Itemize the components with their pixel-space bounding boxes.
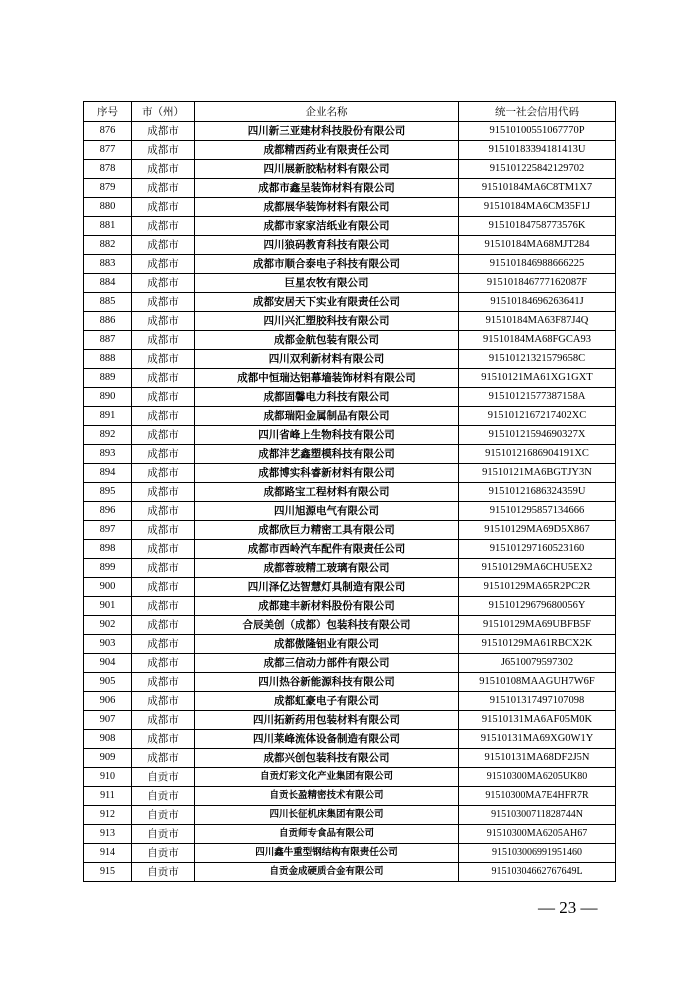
table-row <box>84 274 616 293</box>
table-row <box>84 597 616 616</box>
cell-seq: 888 <box>84 350 132 369</box>
cell-city: 成都市 <box>132 616 195 635</box>
cell-seq: 886 <box>84 312 132 331</box>
cell-company-name: 四川旭源电气有限公司 <box>195 502 459 521</box>
table-row <box>84 673 616 692</box>
cell-seq: 889 <box>84 369 132 388</box>
table-row <box>84 160 616 179</box>
table-row <box>84 407 616 426</box>
table-row <box>84 578 616 597</box>
cell-seq: 879 <box>84 179 132 198</box>
cell-city: 成都市 <box>132 654 195 673</box>
cell-city: 自贡市 <box>132 787 195 806</box>
cell-company-name: 四川莱峰流体设备制造有限公司 <box>195 730 459 749</box>
header-seq: 序号 <box>84 102 132 122</box>
cell-company-name: 成都欣巨力精密工具有限公司 <box>195 521 459 540</box>
cell-city: 成都市 <box>132 692 195 711</box>
cell-seq: 894 <box>84 464 132 483</box>
cell-city: 成都市 <box>132 236 195 255</box>
table-row <box>84 692 616 711</box>
cell-seq: 899 <box>84 559 132 578</box>
table-row <box>84 654 616 673</box>
cell-city: 成都市 <box>132 198 195 217</box>
cell-seq: 897 <box>84 521 132 540</box>
cell-seq: 903 <box>84 635 132 654</box>
cell-credit-code: 91510131MA69XG0W1Y <box>459 730 616 749</box>
cell-company-name: 巨星农牧有限公司 <box>195 274 459 293</box>
cell-credit-code: 91510304662767649L <box>459 863 616 882</box>
table-header-row <box>84 102 616 122</box>
cell-seq: 876 <box>84 122 132 141</box>
table-row <box>84 863 616 882</box>
cell-company-name: 自贡长盈精密技术有限公司 <box>195 787 459 806</box>
cell-credit-code: 915101225842129702 <box>459 160 616 179</box>
cell-company-name: 成都固馨电力科技有限公司 <box>195 388 459 407</box>
table-row <box>84 540 616 559</box>
cell-seq: 893 <box>84 445 132 464</box>
cell-credit-code: 915103006991951460 <box>459 844 616 863</box>
cell-seq: 878 <box>84 160 132 179</box>
cell-company-name: 成都市家家洁纸业有限公司 <box>195 217 459 236</box>
table-row <box>84 464 616 483</box>
cell-credit-code: 91510121577387158A <box>459 388 616 407</box>
cell-company-name: 成都兴创包装科技有限公司 <box>195 749 459 768</box>
cell-credit-code: 91510184MA68MJT284 <box>459 236 616 255</box>
header-city: 市（州） <box>132 102 195 122</box>
cell-credit-code: 91510184MA6CM35F1J <box>459 198 616 217</box>
table-row <box>84 236 616 255</box>
cell-seq: 904 <box>84 654 132 673</box>
cell-city: 成都市 <box>132 179 195 198</box>
cell-seq: 910 <box>84 768 132 787</box>
table-row <box>84 312 616 331</box>
cell-city: 成都市 <box>132 122 195 141</box>
cell-city: 成都市 <box>132 711 195 730</box>
cell-company-name: 四川展新胶粘材料有限公司 <box>195 160 459 179</box>
table-row <box>84 616 616 635</box>
cell-city: 成都市 <box>132 312 195 331</box>
cell-seq: 911 <box>84 787 132 806</box>
table-row <box>84 711 616 730</box>
page-number: — 23 — <box>538 898 598 917</box>
cell-seq: 881 <box>84 217 132 236</box>
cell-seq: 882 <box>84 236 132 255</box>
cell-company-name: 成都市顺合泰电子科技有限公司 <box>195 255 459 274</box>
cell-city: 成都市 <box>132 274 195 293</box>
cell-city: 自贡市 <box>132 844 195 863</box>
cell-credit-code: 91510183394181413U <box>459 141 616 160</box>
cell-city: 成都市 <box>132 445 195 464</box>
table-row <box>84 635 616 654</box>
cell-company-name: 成都展华装饰材料有限公司 <box>195 198 459 217</box>
cell-credit-code: 91510300711828744N <box>459 806 616 825</box>
table-row <box>84 502 616 521</box>
cell-company-name: 四川泽亿达智慧灯具制造有限公司 <box>195 578 459 597</box>
cell-credit-code: 91510100551067770P <box>459 122 616 141</box>
table-row <box>84 483 616 502</box>
cell-seq: 887 <box>84 331 132 350</box>
cell-company-name: 成都安居天下实业有限责任公司 <box>195 293 459 312</box>
cell-credit-code: 91510121686324359U <box>459 483 616 502</box>
cell-seq: 902 <box>84 616 132 635</box>
cell-seq: 890 <box>84 388 132 407</box>
cell-credit-code: 91510129MA61RBCX2K <box>459 635 616 654</box>
cell-company-name: 成都金航包装有限公司 <box>195 331 459 350</box>
cell-city: 自贡市 <box>132 806 195 825</box>
cell-seq: 891 <box>84 407 132 426</box>
table-row <box>84 521 616 540</box>
cell-company-name: 成都瑞阳金属制品有限公司 <box>195 407 459 426</box>
cell-company-name: 成都精西药业有限责任公司 <box>195 141 459 160</box>
cell-seq: 914 <box>84 844 132 863</box>
cell-city: 成都市 <box>132 160 195 179</box>
cell-seq: 905 <box>84 673 132 692</box>
cell-credit-code: 91510129MA69UBFB5F <box>459 616 616 635</box>
table-row <box>84 293 616 312</box>
table-row <box>84 559 616 578</box>
enterprise-table <box>83 101 616 882</box>
cell-seq: 898 <box>84 540 132 559</box>
table-row <box>84 768 616 787</box>
cell-city: 成都市 <box>132 293 195 312</box>
table-row <box>84 255 616 274</box>
cell-city: 自贡市 <box>132 768 195 787</box>
header-company-name: 企业名称 <box>195 102 459 122</box>
cell-city: 成都市 <box>132 673 195 692</box>
cell-city: 成都市 <box>132 635 195 654</box>
cell-city: 自贡市 <box>132 825 195 844</box>
table-row <box>84 179 616 198</box>
cell-seq: 880 <box>84 198 132 217</box>
cell-credit-code: 91510300MA6205UK80 <box>459 768 616 787</box>
cell-seq: 915 <box>84 863 132 882</box>
cell-company-name: 四川双利新材料有限公司 <box>195 350 459 369</box>
cell-credit-code: 91510184696263641J <box>459 293 616 312</box>
table-row <box>84 844 616 863</box>
table-body <box>84 122 616 882</box>
table-row <box>84 730 616 749</box>
cell-seq: 896 <box>84 502 132 521</box>
cell-city: 成都市 <box>132 502 195 521</box>
cell-company-name: 四川兴汇塑胶科技有限公司 <box>195 312 459 331</box>
cell-company-name: 四川狼码教育科技有限公司 <box>195 236 459 255</box>
cell-city: 成都市 <box>132 407 195 426</box>
cell-credit-code: 91510131MA6AF05M0K <box>459 711 616 730</box>
cell-credit-code: 915101846777162087F <box>459 274 616 293</box>
cell-seq: 912 <box>84 806 132 825</box>
cell-company-name: 成都虹豪电子有限公司 <box>195 692 459 711</box>
cell-company-name: 四川长征机床集团有限公司 <box>195 806 459 825</box>
cell-company-name: 四川热谷新能源科技有限公司 <box>195 673 459 692</box>
table-row <box>84 787 616 806</box>
cell-company-name: 自贡灯彩文化产业集团有限公司 <box>195 768 459 787</box>
table-row <box>84 198 616 217</box>
cell-company-name: 四川省峰上生物科技有限公司 <box>195 426 459 445</box>
cell-seq: 900 <box>84 578 132 597</box>
cell-city: 成都市 <box>132 217 195 236</box>
cell-company-name: 合辰美创（成都）包装科技有限公司 <box>195 616 459 635</box>
cell-city: 成都市 <box>132 483 195 502</box>
cell-credit-code: 91510184758773576K <box>459 217 616 236</box>
cell-seq: 885 <box>84 293 132 312</box>
cell-credit-code: J6510079597302 <box>459 654 616 673</box>
cell-city: 成都市 <box>132 559 195 578</box>
cell-city: 成都市 <box>132 350 195 369</box>
cell-credit-code: 91510121MA61XG1GXT <box>459 369 616 388</box>
cell-company-name: 自贡金成硬质合金有限公司 <box>195 863 459 882</box>
cell-seq: 883 <box>84 255 132 274</box>
cell-credit-code: 91510184MA68FGCA93 <box>459 331 616 350</box>
table-row <box>84 122 616 141</box>
cell-credit-code: 91510121MA6BGTJY3N <box>459 464 616 483</box>
cell-credit-code: 91510129MA69D5X867 <box>459 521 616 540</box>
cell-seq: 895 <box>84 483 132 502</box>
cell-city: 成都市 <box>132 578 195 597</box>
cell-seq: 892 <box>84 426 132 445</box>
cell-seq: 908 <box>84 730 132 749</box>
table-row <box>84 445 616 464</box>
cell-city: 成都市 <box>132 521 195 540</box>
cell-credit-code: 91510108MAAGUH7W6F <box>459 673 616 692</box>
table-row <box>84 350 616 369</box>
cell-seq: 884 <box>84 274 132 293</box>
cell-credit-code: 91510184MA63F87J4Q <box>459 312 616 331</box>
cell-company-name: 成都三信动力部件有限公司 <box>195 654 459 673</box>
cell-credit-code: 91510129MA65R2PC2R <box>459 578 616 597</box>
cell-credit-code: 91510300MA6205AH67 <box>459 825 616 844</box>
cell-credit-code: 91510129MA6CHU5EX2 <box>459 559 616 578</box>
cell-seq: 913 <box>84 825 132 844</box>
cell-company-name: 成都建丰新材料股份有限公司 <box>195 597 459 616</box>
cell-city: 成都市 <box>132 597 195 616</box>
table-row <box>84 749 616 768</box>
table-row <box>84 141 616 160</box>
cell-city: 成都市 <box>132 426 195 445</box>
cell-seq: 907 <box>84 711 132 730</box>
table-row <box>84 825 616 844</box>
cell-credit-code: 91510300MA7E4HFR7R <box>459 787 616 806</box>
cell-company-name: 自贡师专食品有限公司 <box>195 825 459 844</box>
cell-credit-code: 91510129679680056Y <box>459 597 616 616</box>
table-row <box>84 806 616 825</box>
cell-company-name: 成都傲隆铝业有限公司 <box>195 635 459 654</box>
cell-credit-code: 915101846988666225 <box>459 255 616 274</box>
cell-company-name: 成都市西岭汽车配件有限责任公司 <box>195 540 459 559</box>
cell-seq: 877 <box>84 141 132 160</box>
cell-city: 成都市 <box>132 255 195 274</box>
cell-credit-code: 915101295857134666 <box>459 502 616 521</box>
table-row <box>84 426 616 445</box>
table-row <box>84 217 616 236</box>
cell-company-name: 成都沣艺鑫塑模科技有限公司 <box>195 445 459 464</box>
cell-city: 自贡市 <box>132 863 195 882</box>
cell-city: 成都市 <box>132 540 195 559</box>
cell-credit-code: 91510184MA6C8TM1X7 <box>459 179 616 198</box>
cell-seq: 909 <box>84 749 132 768</box>
cell-city: 成都市 <box>132 369 195 388</box>
cell-city: 成都市 <box>132 749 195 768</box>
cell-seq: 901 <box>84 597 132 616</box>
cell-city: 成都市 <box>132 331 195 350</box>
cell-company-name: 成都中恒瑞达铝幕墙装饰材料有限公司 <box>195 369 459 388</box>
cell-company-name: 成都路宝工程材料有限公司 <box>195 483 459 502</box>
cell-credit-code: 9151012167217402XC <box>459 407 616 426</box>
cell-company-name: 四川鑫牛重型钢结构有限责任公司 <box>195 844 459 863</box>
cell-credit-code: 915101297160523160 <box>459 540 616 559</box>
header-credit-code: 统一社会信用代码 <box>459 102 616 122</box>
table-row <box>84 388 616 407</box>
table-row <box>84 369 616 388</box>
cell-credit-code: 915101317497107098 <box>459 692 616 711</box>
cell-city: 成都市 <box>132 730 195 749</box>
cell-company-name: 成都蓉玻精工玻璃有限公司 <box>195 559 459 578</box>
cell-city: 成都市 <box>132 388 195 407</box>
cell-seq: 906 <box>84 692 132 711</box>
table-row <box>84 331 616 350</box>
cell-company-name: 成都市鑫呈装饰材料有限公司 <box>195 179 459 198</box>
cell-credit-code: 91510121686904191XC <box>459 445 616 464</box>
cell-city: 成都市 <box>132 141 195 160</box>
cell-credit-code: 91510121321579658C <box>459 350 616 369</box>
cell-city: 成都市 <box>132 464 195 483</box>
cell-company-name: 四川新三亚建材科技股份有限公司 <box>195 122 459 141</box>
cell-company-name: 四川拓新药用包装材料有限公司 <box>195 711 459 730</box>
cell-company-name: 成都博实科睿新材料有限公司 <box>195 464 459 483</box>
cell-credit-code: 91510131MA68DF2J5N <box>459 749 616 768</box>
cell-credit-code: 91510121594690327X <box>459 426 616 445</box>
